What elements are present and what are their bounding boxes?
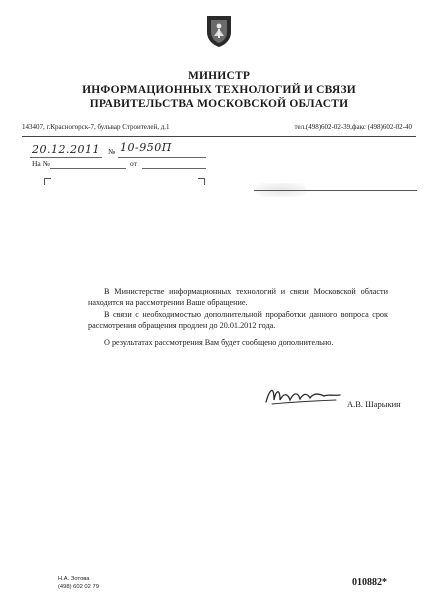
incoming-date-label: от (130, 159, 137, 168)
corner-mark-left (44, 178, 51, 185)
corner-mark-right (198, 178, 205, 185)
org-address: 143407, г.Красногорск-7, бульвар Строителей, д.1 (22, 123, 170, 131)
body-paragraph-3: О результатах рассмотрения Вам будет сообщено дополнительно. (104, 338, 334, 347)
executor-name: Н.А. Зотова (58, 576, 90, 582)
handwritten-number: 10-950П (120, 141, 172, 154)
body-paragraph-1: В Министерстве информационных технологий и связи Московской области находится на рассмотрении Ваше обращение. (88, 287, 388, 308)
handwritten-signature (262, 382, 344, 408)
incoming-date-line (142, 168, 206, 169)
org-title-line-2: ИНФОРМАЦИОННЫХ ТЕХНОЛОГИЙ И СВЯЗИ (82, 84, 356, 96)
date-underline (30, 157, 102, 158)
executor-info (58, 575, 99, 591)
header-divider (22, 136, 416, 137)
document-serial-number: 010882* (352, 577, 387, 588)
signer-name: А.В. Шарыкин (347, 399, 401, 409)
incoming-number-label: На № (32, 159, 50, 168)
incoming-number-line (50, 168, 126, 169)
executor-phone: (498) 602 02 79 (58, 584, 99, 590)
addressee-line (254, 190, 417, 191)
coat-of-arms-icon (204, 14, 234, 48)
number-label: № (108, 147, 116, 156)
org-title-line-1: МИНИСТР (187, 70, 251, 82)
body-paragraph-2: В связи с необходимостью дополнительной проработки данного вопроса срок рассмотрения обращения продлен до 20.01.2012 года. (88, 310, 388, 331)
number-underline (118, 157, 206, 158)
handwritten-date: 20.12.2011 (32, 143, 100, 156)
org-phone: тел.(498)602-02-39,факс (498)602-02-40 (294, 123, 412, 131)
org-title-line-3: ПРАВИТЕЛЬСТВА МОСКОВСКОЙ ОБЛАСТИ (89, 98, 349, 110)
